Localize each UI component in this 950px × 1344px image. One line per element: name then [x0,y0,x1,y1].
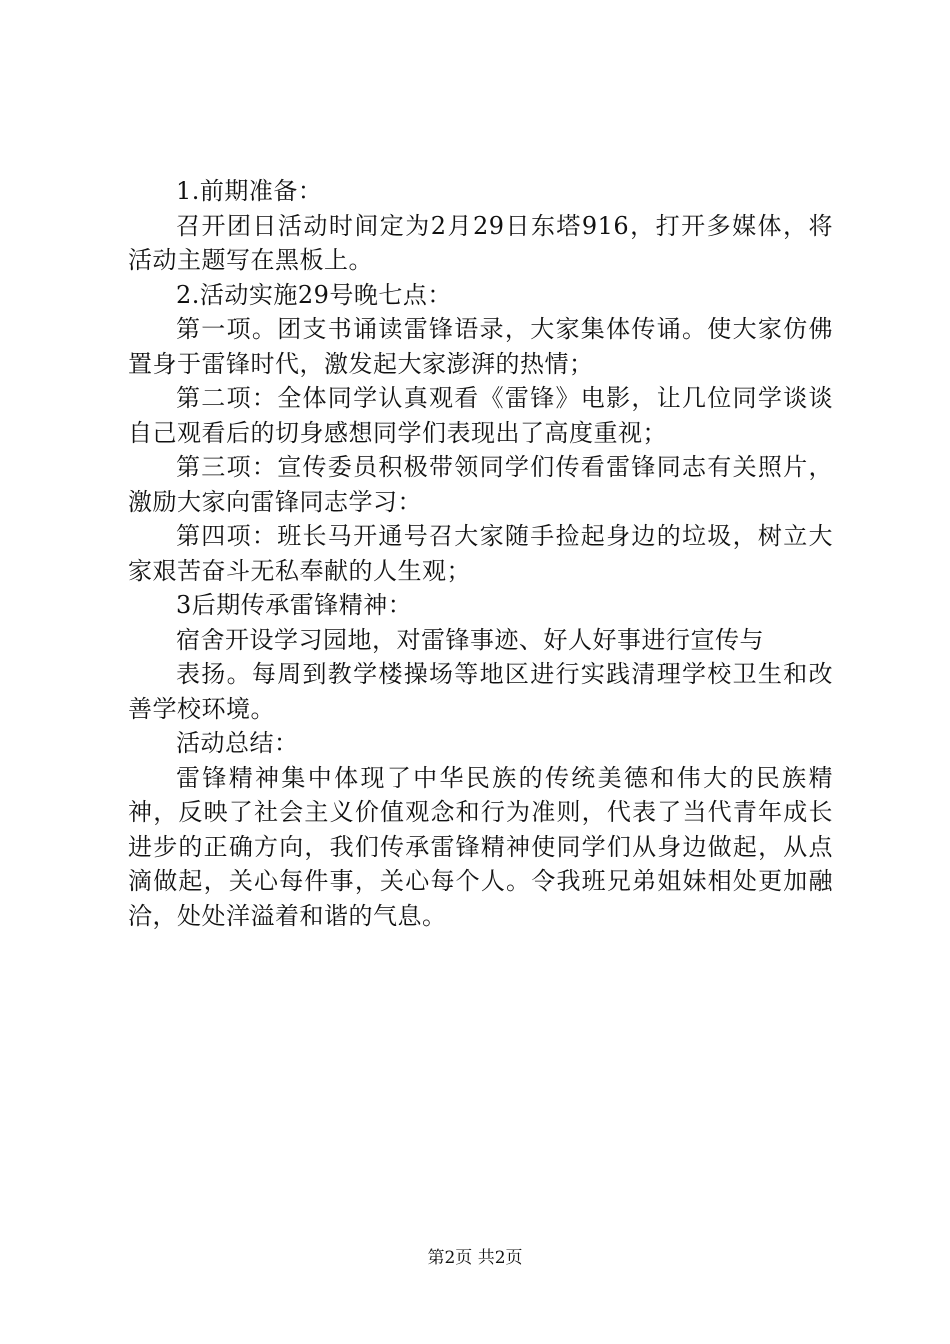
paragraph-followup-heading: 3后期传承雷锋精神： [176,591,413,619]
paragraph-followup-detail-2: 表扬。每周到教学楼操场等地区进行实践清理学校卫生和改善学校环境。 [128,660,833,723]
page-number-footer: 第2页 共2页 [427,1248,523,1268]
paragraph-implementation-heading: 2.活动实施29号晚七点： [176,280,452,309]
paragraph-summary-heading: 活动总结： [176,729,299,757]
paragraph-preparation-detail: 召开团日活动时间定为2月29日东塔916，打开多媒体，将活动主题写在黑板上。 [128,211,833,274]
paragraph-item-three: 第三项：宣传委员积极带领同学们传看雷锋同志有关照片，激励大家向雷锋同志学习： [128,453,833,516]
paragraph-item-four: 第四项：班长马开通号召大家随手捡起身边的垃圾，树立大家艰苦奋斗无私奉献的人生观； [128,522,833,585]
paragraph-preparation-heading: 1.前期准备： [176,177,323,205]
paragraph-followup-detail-1: 宿舍开设学习园地，对雷锋事迹、好人好事进行宣传与 [176,625,764,654]
paragraph-item-one: 第一项。团支书诵读雷锋语录，大家集体传诵。使大家仿佛置身于雷锋时代，激发起大家澎湃的热情； [128,315,833,378]
paragraph-summary-body: 雷锋精神集中体现了中华民族的传统美德和伟大的民族精神，反映了社会主义价值观念和行为准则，代表了当代青年成长进步的正确方向，我们传承雷锋精神使同学们从身边做起，从点滴做起，关心每件事，关心每个人。令我班兄弟姐妹相处更加融洽，处处洋溢着和谐的气息。 [128,763,833,930]
paragraph-item-two: 第二项：全体同学认真观看《雷锋》电影，让几位同学谈谈自己观看后的切身感想同学们表现出了高度重视； [128,384,833,447]
document-body [128,174,833,933]
